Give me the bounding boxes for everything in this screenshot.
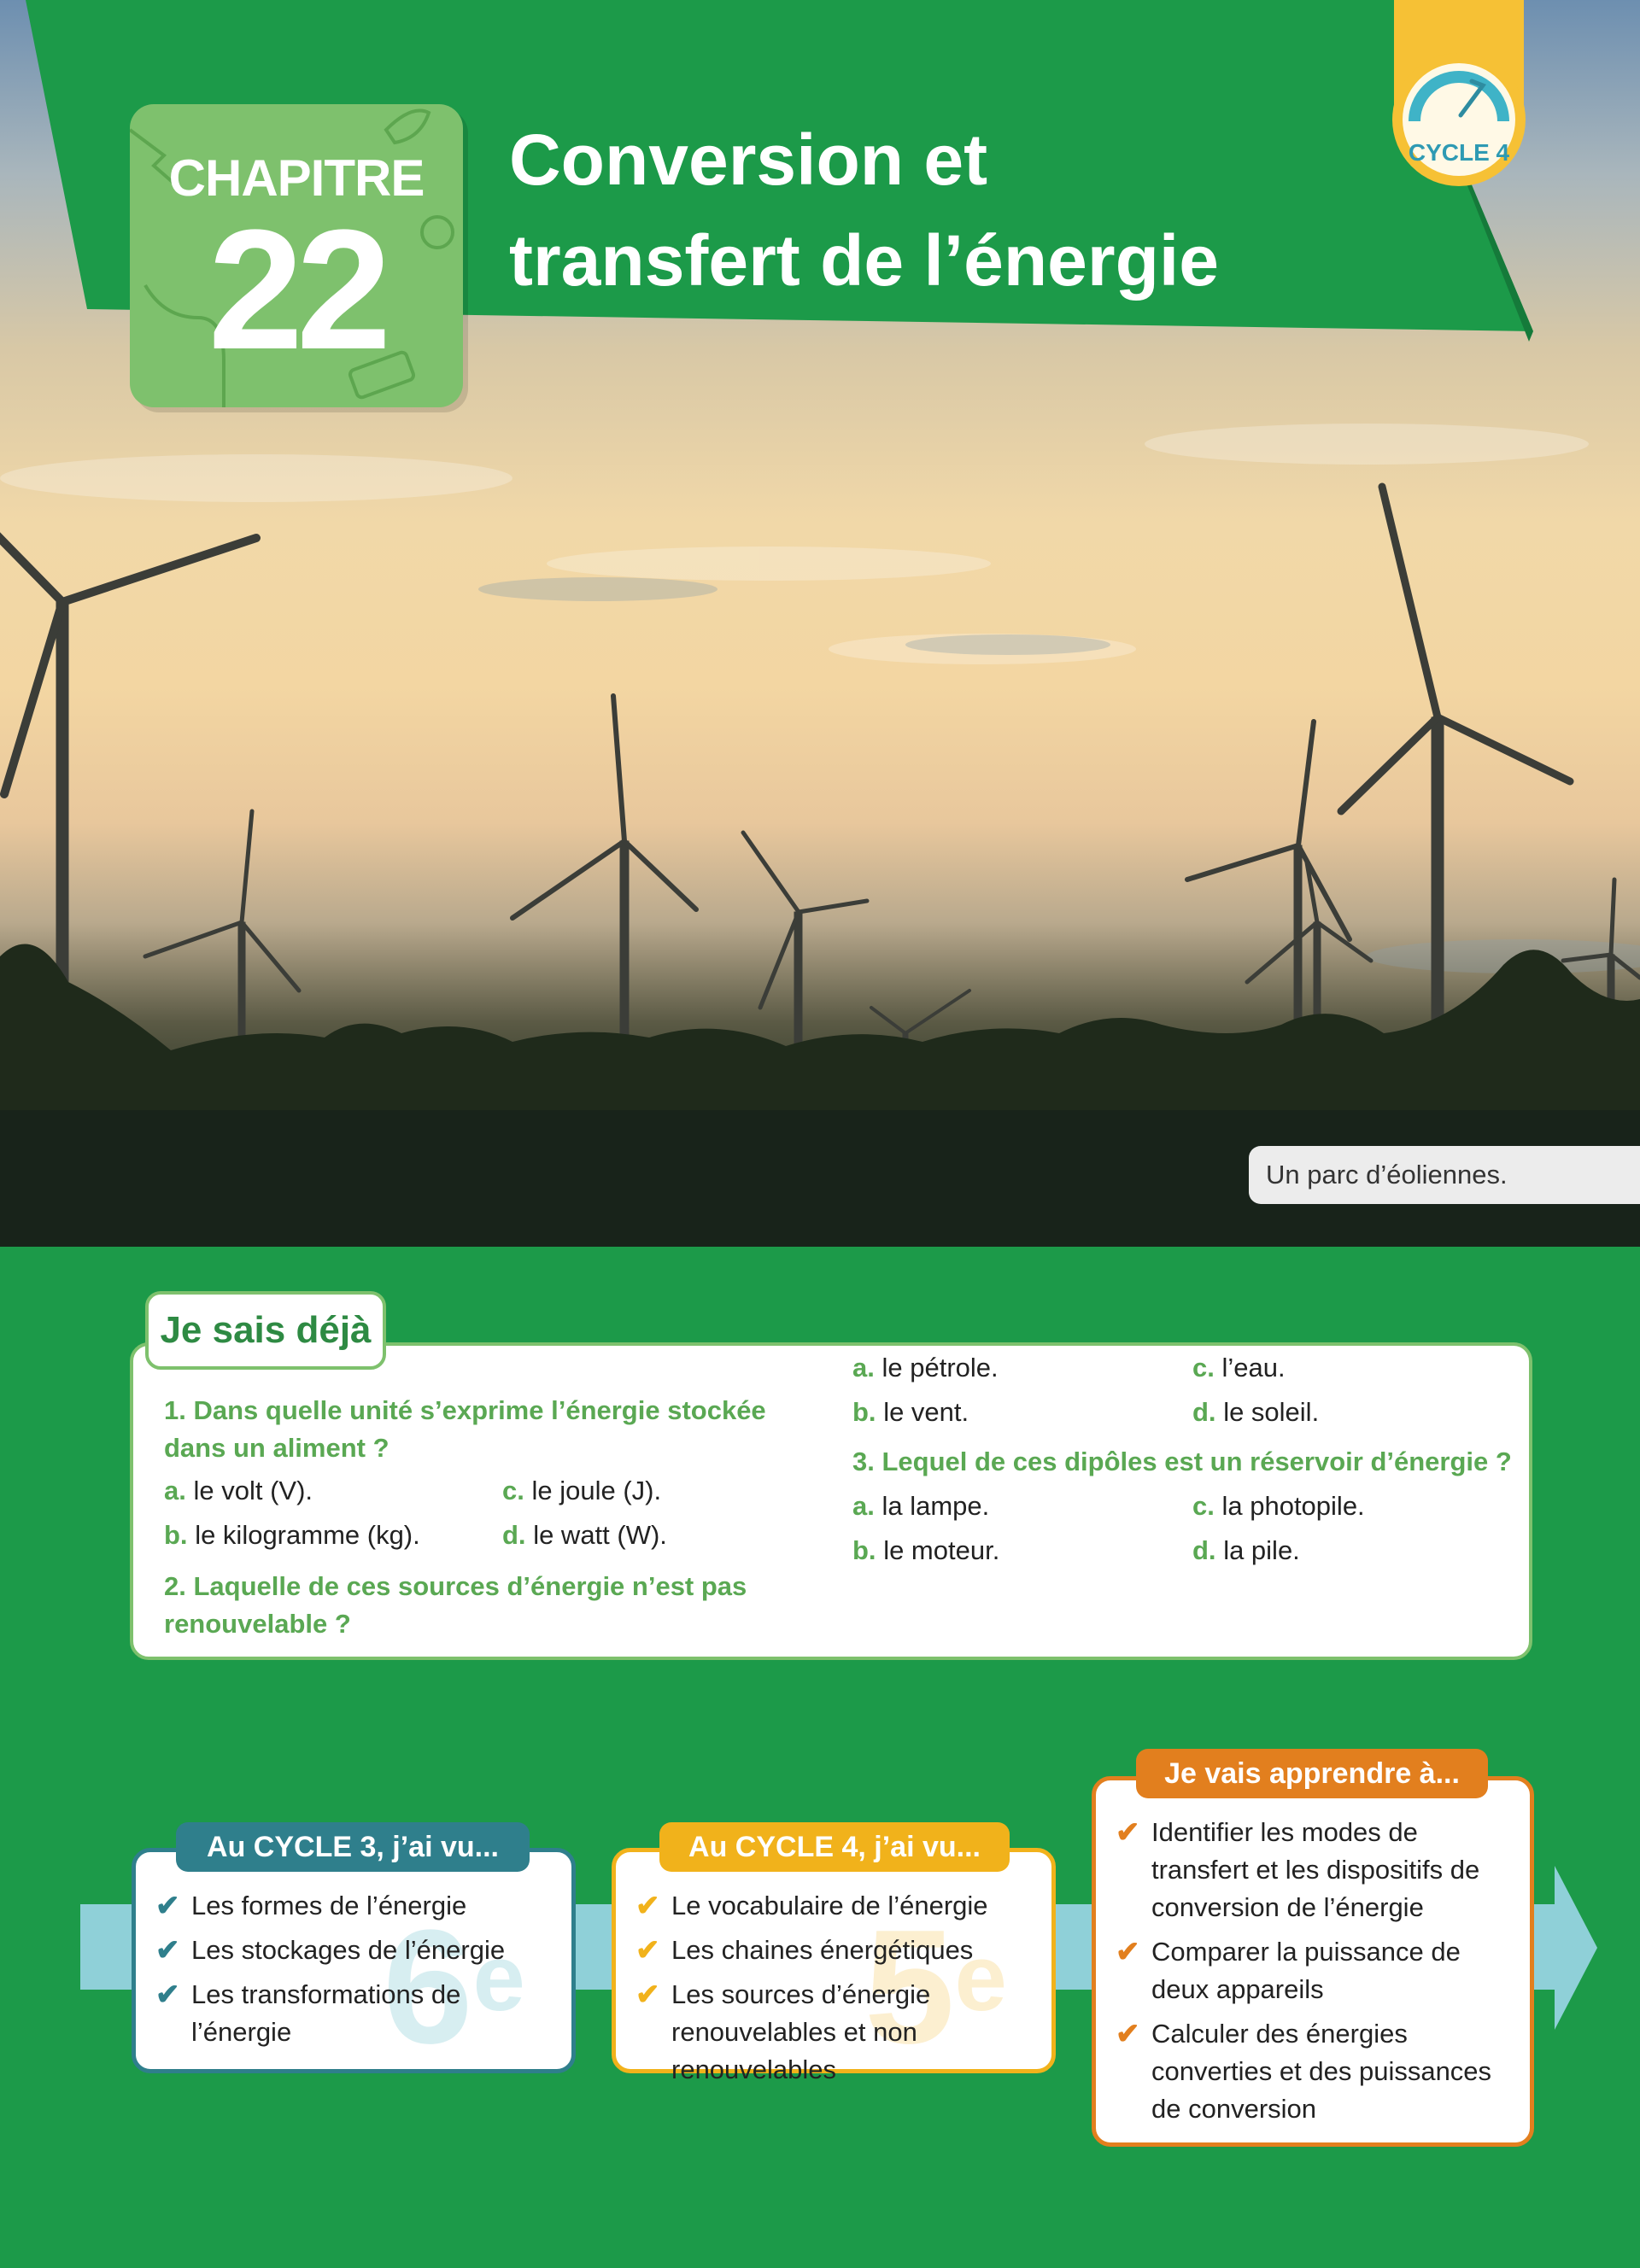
q2-option-d: d. le soleil. <box>1192 1397 1320 1427</box>
check-icon: ✔ <box>636 1979 660 2011</box>
q1-option-b: b. le kilogramme (kg). <box>164 1520 420 1550</box>
cycle4-list <box>636 1887 1037 2089</box>
leaf-icon <box>386 111 429 143</box>
list-item: ✔ Identifier les modes de transfert et les dispositifs de conversion de l’énergie <box>1116 1814 1519 1926</box>
q3-option-d: d. la pile. <box>1192 1535 1300 1565</box>
q2-option-b: b. le vent. <box>852 1397 969 1427</box>
check-icon: ✔ <box>1116 1816 1140 1849</box>
apprendre-list <box>1116 1814 1519 2128</box>
chapter-number: 22 <box>208 195 385 385</box>
grade-5-mark: 5e <box>864 1897 1007 2078</box>
check-icon: ✔ <box>155 1934 180 1967</box>
photo-caption: Un parc d’éoliennes. <box>1249 1146 1640 1204</box>
check-icon: ✔ <box>636 1934 660 1967</box>
list-item: ✔ Les formes de l’énergie <box>155 1887 565 1925</box>
check-icon: ✔ <box>1116 2018 1140 2050</box>
list-item: ✔ Les transformations de l’énergie <box>155 1976 565 2051</box>
question-3: 3. Lequel de ces dipôles est un réservoir d’énergie ? <box>852 1447 1512 1476</box>
question-2: 2. Laquelle de ces sources d’énergie n’est pas renouvelable ? <box>164 1571 747 1639</box>
check-icon: ✔ <box>1116 1936 1140 1968</box>
je-sais-deja-box <box>130 1342 1532 1660</box>
check-icon: ✔ <box>155 1890 180 1922</box>
je-sais-deja-title: Je sais déjà <box>145 1291 386 1370</box>
list-item: ✔ Calculer des énergies converties et des puissances de conversion <box>1116 2015 1519 2128</box>
check-icon: ✔ <box>155 1979 180 2011</box>
cycle4-title: Au CYCLE 4, j’ai vu... <box>659 1822 1010 1872</box>
q1-option-c: c. le joule (J). <box>502 1476 662 1505</box>
grade-6-mark: 6e <box>383 1897 525 2078</box>
list-item: ✔ Les chaines énergétiques <box>636 1932 1037 1969</box>
q1-option-d: d. le watt (W). <box>502 1520 667 1550</box>
q2-option-a: a. le pétrole. <box>852 1353 999 1382</box>
list-item: ✔ Comparer la puissance de deux appareils <box>1116 1933 1519 2008</box>
q2-option-c: c. l’eau. <box>1192 1353 1286 1382</box>
check-icon: ✔ <box>636 1890 660 1922</box>
list-item: ✔ Les sources d’énergie renouvelables et non renouvelables <box>636 1976 1037 2089</box>
list-item: ✔ Les stockages de l’énergie <box>155 1932 565 1969</box>
q3-option-a: a. la lampe. <box>852 1491 990 1521</box>
chapter-title <box>509 109 1219 311</box>
cycle-badge-label: CYCLE 4 <box>1408 139 1510 166</box>
chapter-number-box <box>130 104 463 407</box>
chapter-label: CHAPITRE <box>168 149 425 207</box>
cycle-badge <box>1391 0 1527 205</box>
title-line-2: transfert de l’énergie <box>509 220 1219 301</box>
title-line-1: Conversion et <box>509 120 988 200</box>
cycle3-list <box>155 1887 565 2051</box>
apprendre-title: Je vais apprendre à... <box>1136 1749 1488 1798</box>
q3-option-c: c. la photopile. <box>1192 1491 1365 1521</box>
progression-arrow-head <box>1555 1866 1597 2030</box>
q1-option-a: a. le volt (V). <box>164 1476 313 1505</box>
q3-option-b: b. le moteur. <box>852 1535 1000 1565</box>
cycle3-title: Au CYCLE 3, j’ai vu... <box>176 1822 530 1872</box>
list-item: ✔ Le vocabulaire de l’énergie <box>636 1887 1037 1925</box>
question-1: 1. Dans quelle unité s’exprime l’énergie stockée dans un aliment ? <box>164 1395 766 1463</box>
